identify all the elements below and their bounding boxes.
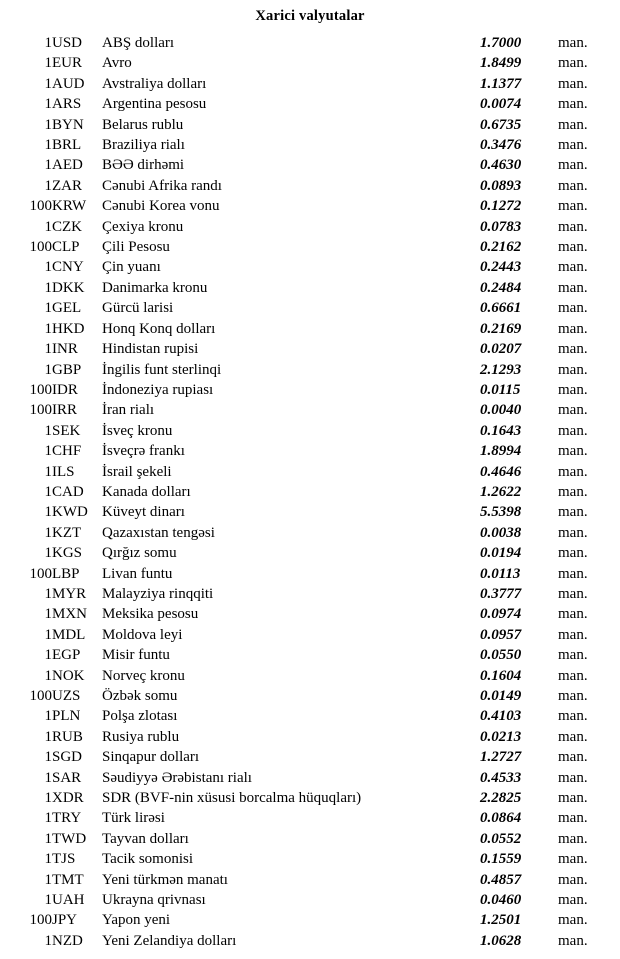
currency-name: Səudiyyə Ərəbistanı rialı: [102, 769, 252, 786]
currency-quantity: 1: [44, 810, 52, 827]
currency-rate: 1.8994: [480, 443, 522, 460]
currency-unit: man.: [558, 790, 588, 807]
currency-unit: man.: [558, 565, 588, 582]
currency-code: KRW: [52, 198, 87, 215]
currency-quantity: 1: [44, 585, 52, 602]
currency-unit: man.: [558, 606, 588, 623]
currency-quantity: 1: [44, 892, 52, 909]
currency-code: MDL: [52, 626, 86, 643]
currency-quantity: 1: [44, 871, 52, 888]
currency-code: DKK: [52, 279, 85, 296]
currency-unit: man.: [558, 932, 588, 949]
table-row: [0, 360, 620, 380]
currency-rate: 0.2443: [480, 259, 522, 276]
currency-quantity: 1: [44, 35, 52, 51]
currency-rate: 1.7000: [480, 35, 522, 51]
currency-code: TMT: [52, 871, 84, 888]
currency-quantity: 1: [44, 667, 52, 684]
currency-name: Tayvan dolları: [102, 830, 189, 847]
table-row: [0, 319, 620, 339]
currency-quantity: 1: [44, 932, 52, 949]
table-row: [0, 339, 620, 359]
table-row: [0, 523, 620, 543]
currency-name: Avstraliya dolları: [102, 75, 207, 92]
currency-rate: 0.0213: [480, 728, 522, 745]
currency-code: PLN: [52, 708, 81, 725]
currency-quantity: 1: [44, 830, 52, 847]
currency-quantity: 1: [44, 341, 52, 358]
table-row: [0, 257, 620, 277]
table-row: [0, 53, 620, 73]
currency-name: Honq Konq dolları: [102, 320, 216, 337]
currency-quantity: 1: [44, 55, 52, 72]
currency-unit: man.: [558, 341, 588, 358]
currency-rate: 0.0974: [480, 606, 522, 623]
currency-rate: 1.0628: [480, 932, 522, 949]
currency-rate: 1.2501: [480, 912, 522, 929]
currency-name: Ukrayna qrivnası: [102, 892, 206, 909]
table-row: [0, 115, 620, 135]
currency-name: Türk lirəsi: [102, 810, 165, 827]
currency-code: TWD: [52, 830, 87, 847]
table-row: [0, 910, 620, 930]
currency-name: Avro: [102, 55, 132, 72]
currency-code: INR: [52, 341, 78, 358]
currency-unit: man.: [558, 545, 588, 562]
currency-quantity: 1: [44, 422, 52, 439]
table-row: [0, 564, 620, 584]
currency-name: İsveç kronu: [102, 422, 173, 439]
currency-rate: 0.0957: [480, 626, 522, 643]
currency-quantity: 100: [29, 402, 52, 419]
currency-unit: man.: [558, 177, 588, 194]
currency-rate: 0.6735: [480, 116, 522, 133]
currency-code: IDR: [52, 381, 78, 398]
currency-code: XDR: [52, 790, 84, 807]
table-row: [0, 74, 620, 94]
currency-code: AED: [52, 157, 83, 174]
currency-code: MXN: [52, 606, 88, 623]
currency-name: Malayziya rinqqiti: [102, 585, 214, 602]
currency-quantity: 100: [29, 239, 52, 256]
table-row: [0, 890, 620, 910]
currency-unit: man.: [558, 55, 588, 72]
table-row: [0, 298, 620, 318]
currency-unit: man.: [558, 463, 588, 480]
currency-rate: 0.0074: [480, 96, 522, 113]
currency-code: SEK: [52, 422, 81, 439]
currency-quantity: 100: [29, 912, 52, 929]
currency-unit: man.: [558, 402, 588, 419]
currency-name: Misir funtu: [102, 647, 170, 664]
currency-rate: 0.0783: [480, 218, 522, 235]
currency-rate: 0.0113: [480, 565, 521, 582]
currency-quantity: 1: [44, 443, 52, 460]
currency-name: Yapon yeni: [102, 912, 171, 929]
currency-rate: 0.0038: [480, 524, 522, 541]
table-row: [0, 462, 620, 482]
table-row: [0, 645, 620, 665]
currency-rate: 0.4857: [480, 871, 522, 888]
currency-unit: man.: [558, 647, 588, 664]
currency-name: Çili Pesosu: [102, 239, 170, 256]
currency-rate: 0.4533: [480, 769, 522, 786]
currency-name: Çexiya kronu: [102, 218, 184, 235]
currency-code: ARS: [52, 96, 82, 113]
currency-rate: 0.0893: [480, 177, 522, 194]
currency-quantity: 1: [44, 157, 52, 174]
table-row: [0, 502, 620, 522]
currency-quantity: 1: [44, 647, 52, 664]
currency-code: TJS: [52, 851, 76, 868]
table-row: [0, 686, 620, 706]
currency-unit: man.: [558, 75, 588, 92]
currency-unit: man.: [558, 381, 588, 398]
currency-rate: 0.4646: [480, 463, 522, 480]
currency-code: KWD: [52, 504, 88, 521]
currency-code: LBP: [52, 565, 80, 582]
table-row: [0, 441, 620, 461]
currency-name: Braziliya rialı: [102, 137, 185, 154]
currency-name: ABŞ dolları: [102, 35, 175, 51]
currency-name: Polşa zlotası: [102, 708, 178, 725]
currency-code: SGD: [52, 749, 83, 766]
currency-unit: man.: [558, 708, 588, 725]
table-row: [0, 94, 620, 114]
currency-name: Çin yuanı: [102, 259, 161, 276]
currency-unit: man.: [558, 259, 588, 276]
currency-unit: man.: [558, 585, 588, 602]
currency-name: Belarus rublu: [102, 116, 184, 133]
currency-name: Livan funtu: [102, 565, 173, 582]
currency-rate: 0.1272: [480, 198, 522, 215]
currency-rate: 0.0194: [480, 545, 522, 562]
currency-code: ILS: [52, 463, 75, 480]
currency-unit: man.: [558, 157, 588, 174]
currency-rate: 0.4630: [480, 157, 522, 174]
currency-quantity: 1: [44, 851, 52, 868]
currency-name: Qırğız somu: [102, 545, 177, 562]
table-row: [0, 543, 620, 563]
currency-quantity: 1: [44, 218, 52, 235]
currency-code: UZS: [52, 688, 81, 704]
currency-quantity: 1: [44, 545, 52, 562]
currency-code: EUR: [52, 55, 82, 72]
currency-unit: man.: [558, 320, 588, 337]
currency-rate: 0.0550: [480, 647, 522, 664]
currency-code: GBP: [52, 361, 82, 378]
currency-quantity: 100: [29, 381, 52, 398]
currency-code: USD: [52, 35, 83, 51]
currency-rate: 0.2169: [480, 320, 522, 337]
currency-unit: man.: [558, 300, 588, 317]
currency-name: İngilis funt sterlinqi: [102, 361, 222, 378]
currency-unit: man.: [558, 198, 588, 215]
currency-quantity: 1: [44, 259, 52, 276]
currency-code: CLP: [52, 239, 80, 256]
currency-quantity: 1: [44, 75, 52, 92]
currency-quantity: 1: [44, 606, 52, 623]
currency-name: İndoneziya rupiası: [102, 381, 214, 398]
table-row: [0, 788, 620, 808]
currency-code: KZT: [52, 524, 82, 541]
currency-unit: man.: [558, 218, 588, 235]
currency-rate: 0.3777: [480, 585, 522, 602]
currency-quantity: 1: [44, 279, 52, 296]
currency-unit: man.: [558, 483, 588, 500]
currency-unit: man.: [558, 667, 588, 684]
currency-name: SDR (BVF-nin xüsusi borcalma hüquqları): [102, 790, 362, 807]
currency-quantity: 1: [44, 708, 52, 725]
currency-quantity: 1: [44, 504, 52, 521]
currency-name: BƏƏ dirhəmi: [102, 157, 185, 174]
currency-name: Norveç kronu: [102, 667, 185, 684]
currency-name: Gürcü larisi: [102, 300, 174, 317]
currency-code: CNY: [52, 259, 84, 276]
currency-rate: 0.1559: [480, 851, 522, 868]
currency-rate: 0.3476: [480, 137, 522, 154]
currency-code: BYN: [52, 116, 84, 133]
currency-code: TRY: [52, 810, 82, 827]
currency-quantity: 1: [44, 749, 52, 766]
currency-rate: 1.2727: [480, 749, 522, 766]
currency-name: Özbək somu: [102, 688, 178, 704]
table-row: [0, 931, 620, 951]
currency-unit: man.: [558, 728, 588, 745]
currency-quantity: 1: [44, 769, 52, 786]
currency-name: Kanada dolları: [102, 483, 191, 500]
currency-name: Rusiya rublu: [102, 728, 180, 745]
table-row: [0, 584, 620, 604]
currency-unit: man.: [558, 892, 588, 909]
currency-quantity: 1: [44, 790, 52, 807]
currency-name: Cənubi Korea vonu: [102, 198, 220, 215]
table-row: [0, 625, 620, 645]
currency-rate: 2.2825: [480, 790, 522, 807]
currency-quantity: 1: [44, 96, 52, 113]
currency-name: İsrail şekeli: [102, 463, 172, 480]
table-row: [0, 849, 620, 869]
currency-unit: man.: [558, 279, 588, 296]
currency-code: CHF: [52, 443, 82, 460]
currency-quantity: 1: [44, 463, 52, 480]
currency-code: HKD: [52, 320, 85, 337]
currency-rate: 0.0040: [480, 402, 522, 419]
table-row: [0, 400, 620, 420]
currency-unit: man.: [558, 361, 588, 378]
currency-rate: 0.1604: [480, 667, 522, 684]
table-row: [0, 155, 620, 175]
currency-rate: 5.5398: [480, 504, 522, 521]
currency-name: Argentina pesosu: [102, 96, 207, 113]
table-row: [0, 829, 620, 849]
currency-quantity: 1: [44, 320, 52, 337]
currency-rates-body: [0, 33, 620, 951]
currency-code: ZAR: [52, 177, 82, 194]
currency-rate: 0.0460: [480, 892, 522, 909]
table-row: [0, 482, 620, 502]
currency-name: İran rialı: [102, 402, 155, 419]
currency-quantity: 100: [29, 565, 52, 582]
currency-name: Moldova leyi: [102, 626, 183, 643]
table-row: [0, 666, 620, 686]
table-row: [0, 808, 620, 828]
currency-unit: man.: [558, 912, 588, 929]
currency-name: Cənubi Afrika randı: [102, 177, 222, 194]
table-row: [0, 768, 620, 788]
currency-name: Sinqapur dolları: [102, 749, 200, 766]
table-row: [0, 33, 620, 53]
currency-code: AUD: [52, 75, 85, 92]
currency-quantity: 1: [44, 300, 52, 317]
table-row: [0, 870, 620, 890]
currency-rates-table: [0, 33, 620, 951]
table-row: [0, 135, 620, 155]
currency-name: Küveyt dinarı: [102, 504, 185, 521]
currency-name: Danimarka kronu: [102, 279, 208, 296]
table-row: [0, 706, 620, 726]
currency-unit: man.: [558, 239, 588, 256]
currency-quantity: 100: [29, 198, 52, 215]
currency-quantity: 1: [44, 483, 52, 500]
currency-name: Hindistan rupisi: [102, 341, 199, 358]
table-row: [0, 380, 620, 400]
currency-code: EGP: [52, 647, 81, 664]
table-row: [0, 727, 620, 747]
table-row: [0, 747, 620, 767]
currency-quantity: 1: [44, 116, 52, 133]
currency-unit: man.: [558, 35, 588, 51]
currency-name: Meksika pesosu: [102, 606, 199, 623]
currency-name: Yeni türkmən manatı: [102, 871, 228, 888]
currency-unit: man.: [558, 504, 588, 521]
currency-rate: 0.2162: [480, 239, 522, 256]
currency-unit: man.: [558, 137, 588, 154]
table-row: [0, 604, 620, 624]
currency-unit: man.: [558, 851, 588, 868]
currency-unit: man.: [558, 749, 588, 766]
currency-rate: 0.0864: [480, 810, 522, 827]
currency-code: MYR: [52, 585, 87, 602]
currency-quantity: 1: [44, 728, 52, 745]
table-row: [0, 278, 620, 298]
currency-name: İsveçrə frankı: [102, 443, 185, 460]
currency-name: Yeni Zelandiya dolları: [102, 932, 237, 949]
currency-code: GEL: [52, 300, 82, 317]
table-row: [0, 196, 620, 216]
currency-quantity: 1: [44, 361, 52, 378]
currency-quantity: 1: [44, 626, 52, 643]
page-title: Xarici valyutalar: [255, 8, 365, 24]
currency-code: NZD: [52, 932, 83, 949]
currency-quantity: 100: [29, 688, 52, 704]
currency-code: JPY: [52, 912, 78, 929]
table-row: [0, 237, 620, 257]
currency-unit: man.: [558, 96, 588, 113]
currency-unit: man.: [558, 871, 588, 888]
currency-rate: 0.6661: [480, 300, 522, 317]
currency-quantity: 1: [44, 177, 52, 194]
currency-rate: 0.1643: [480, 422, 522, 439]
currency-rate: 0.0552: [480, 830, 522, 847]
currency-unit: man.: [558, 830, 588, 847]
currency-unit: man.: [558, 688, 588, 704]
currency-rate: 1.8499: [480, 55, 522, 72]
currency-quantity: 1: [44, 524, 52, 541]
currency-rate: 0.2484: [480, 279, 522, 296]
currency-rate: 1.1377: [480, 75, 522, 92]
currency-code: IRR: [52, 402, 78, 419]
currency-code: NOK: [52, 667, 85, 684]
currency-rate: 0.0149: [480, 688, 522, 704]
currency-unit: man.: [558, 810, 588, 827]
currency-unit: man.: [558, 769, 588, 786]
currency-quantity: 1: [44, 137, 52, 154]
table-row: [0, 176, 620, 196]
currency-code: BRL: [52, 137, 82, 154]
currency-rate: 0.0115: [480, 381, 521, 398]
currency-unit: man.: [558, 524, 588, 541]
currency-rate: 1.2622: [480, 483, 522, 500]
currency-name: Tacik somonisi: [102, 851, 194, 868]
currency-code: RUB: [52, 728, 83, 745]
currency-rate: 2.1293: [480, 361, 522, 378]
currency-code: CZK: [52, 218, 82, 235]
currency-unit: man.: [558, 626, 588, 643]
currency-code: SAR: [52, 769, 82, 786]
currency-rate: 0.4103: [480, 708, 522, 725]
currency-unit: man.: [558, 422, 588, 439]
table-row: [0, 217, 620, 237]
currency-name: Qazaxıstan tengəsi: [102, 524, 215, 541]
currency-unit: man.: [558, 443, 588, 460]
currency-code: UAH: [52, 892, 85, 909]
currency-code: CAD: [52, 483, 84, 500]
table-row: [0, 421, 620, 441]
currency-unit: man.: [558, 116, 588, 133]
currency-rate: 0.0207: [480, 341, 522, 358]
currency-code: KGS: [52, 545, 83, 562]
